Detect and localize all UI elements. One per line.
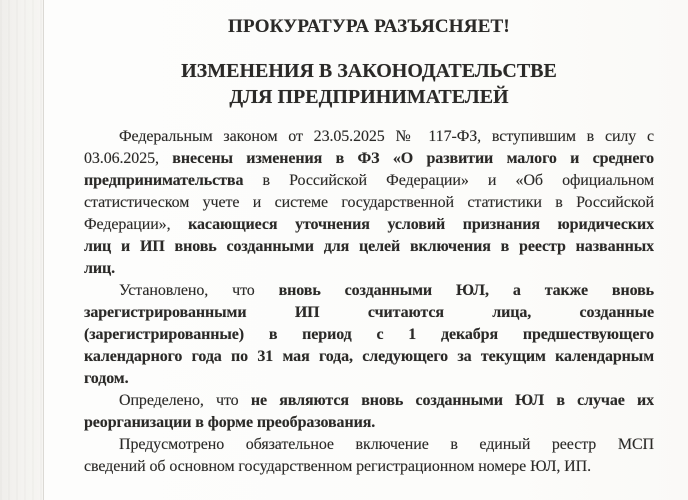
document-body	[84, 126, 654, 478]
text-line: Установлено, что вновь созданными ЮЛ, а также вновь	[119, 282, 654, 299]
text-line: зарегистрированными ИП считаются лица, созданные	[84, 304, 654, 321]
text-line: Федеральным законом от 23.05.2025 № 117-ФЗ, вступившим в силу с	[119, 128, 654, 145]
text-line: Предусмотрено обязательное включение в единый реестр МСП	[119, 436, 654, 453]
text-line: реорганизации в форме преобразования.	[84, 414, 376, 431]
text-line: (зарегистрированные) в период с 1 декабря предшествующего	[84, 326, 654, 343]
text-line: Федерации», касающиеся уточнения условий признания юридических	[84, 216, 654, 233]
text-line: предпринимательства в Российской Федерации» и «Об официальном	[84, 172, 654, 189]
text-line: Определено, что не являются вновь созданными ЮЛ в случае их	[119, 392, 654, 409]
text-line: лиц.	[84, 260, 116, 277]
document-title-line-2: ДЛЯ ПРЕДПРИНИМАТЕЛЕЙ	[229, 86, 509, 108]
text-line: 03.06.2025, внесены изменения в ФЗ «О развитии малого и среднего	[84, 150, 654, 167]
text-line: календарного года по 31 мая года, следующего за текущим календарным	[84, 348, 654, 365]
paragraph	[84, 126, 654, 280]
paragraph	[84, 390, 654, 434]
text-line: лиц и ИП вновь созданными для целей включения в реестр названных	[84, 238, 654, 255]
document-content	[84, 0, 654, 478]
page-edge-line	[43, 0, 44, 500]
document-title-line-1: ИЗМЕНЕНИЯ В ЗАКОНОДАТЕЛЬСТВЕ	[181, 60, 557, 82]
document-kicker: ПРОКУРАТУРА РАЗЪЯСНЯЕТ!	[228, 16, 510, 37]
paragraph	[84, 280, 654, 390]
paragraph	[84, 434, 654, 478]
scan-background-strip	[0, 0, 43, 500]
text-line: сведений об основном государственном регистрационном номере ЮЛ, ИП.	[84, 458, 591, 475]
text-line: статистическом учете и системе государственной статистики в Российской	[84, 194, 654, 211]
text-line: годом.	[84, 370, 129, 387]
document-title	[84, 58, 654, 110]
